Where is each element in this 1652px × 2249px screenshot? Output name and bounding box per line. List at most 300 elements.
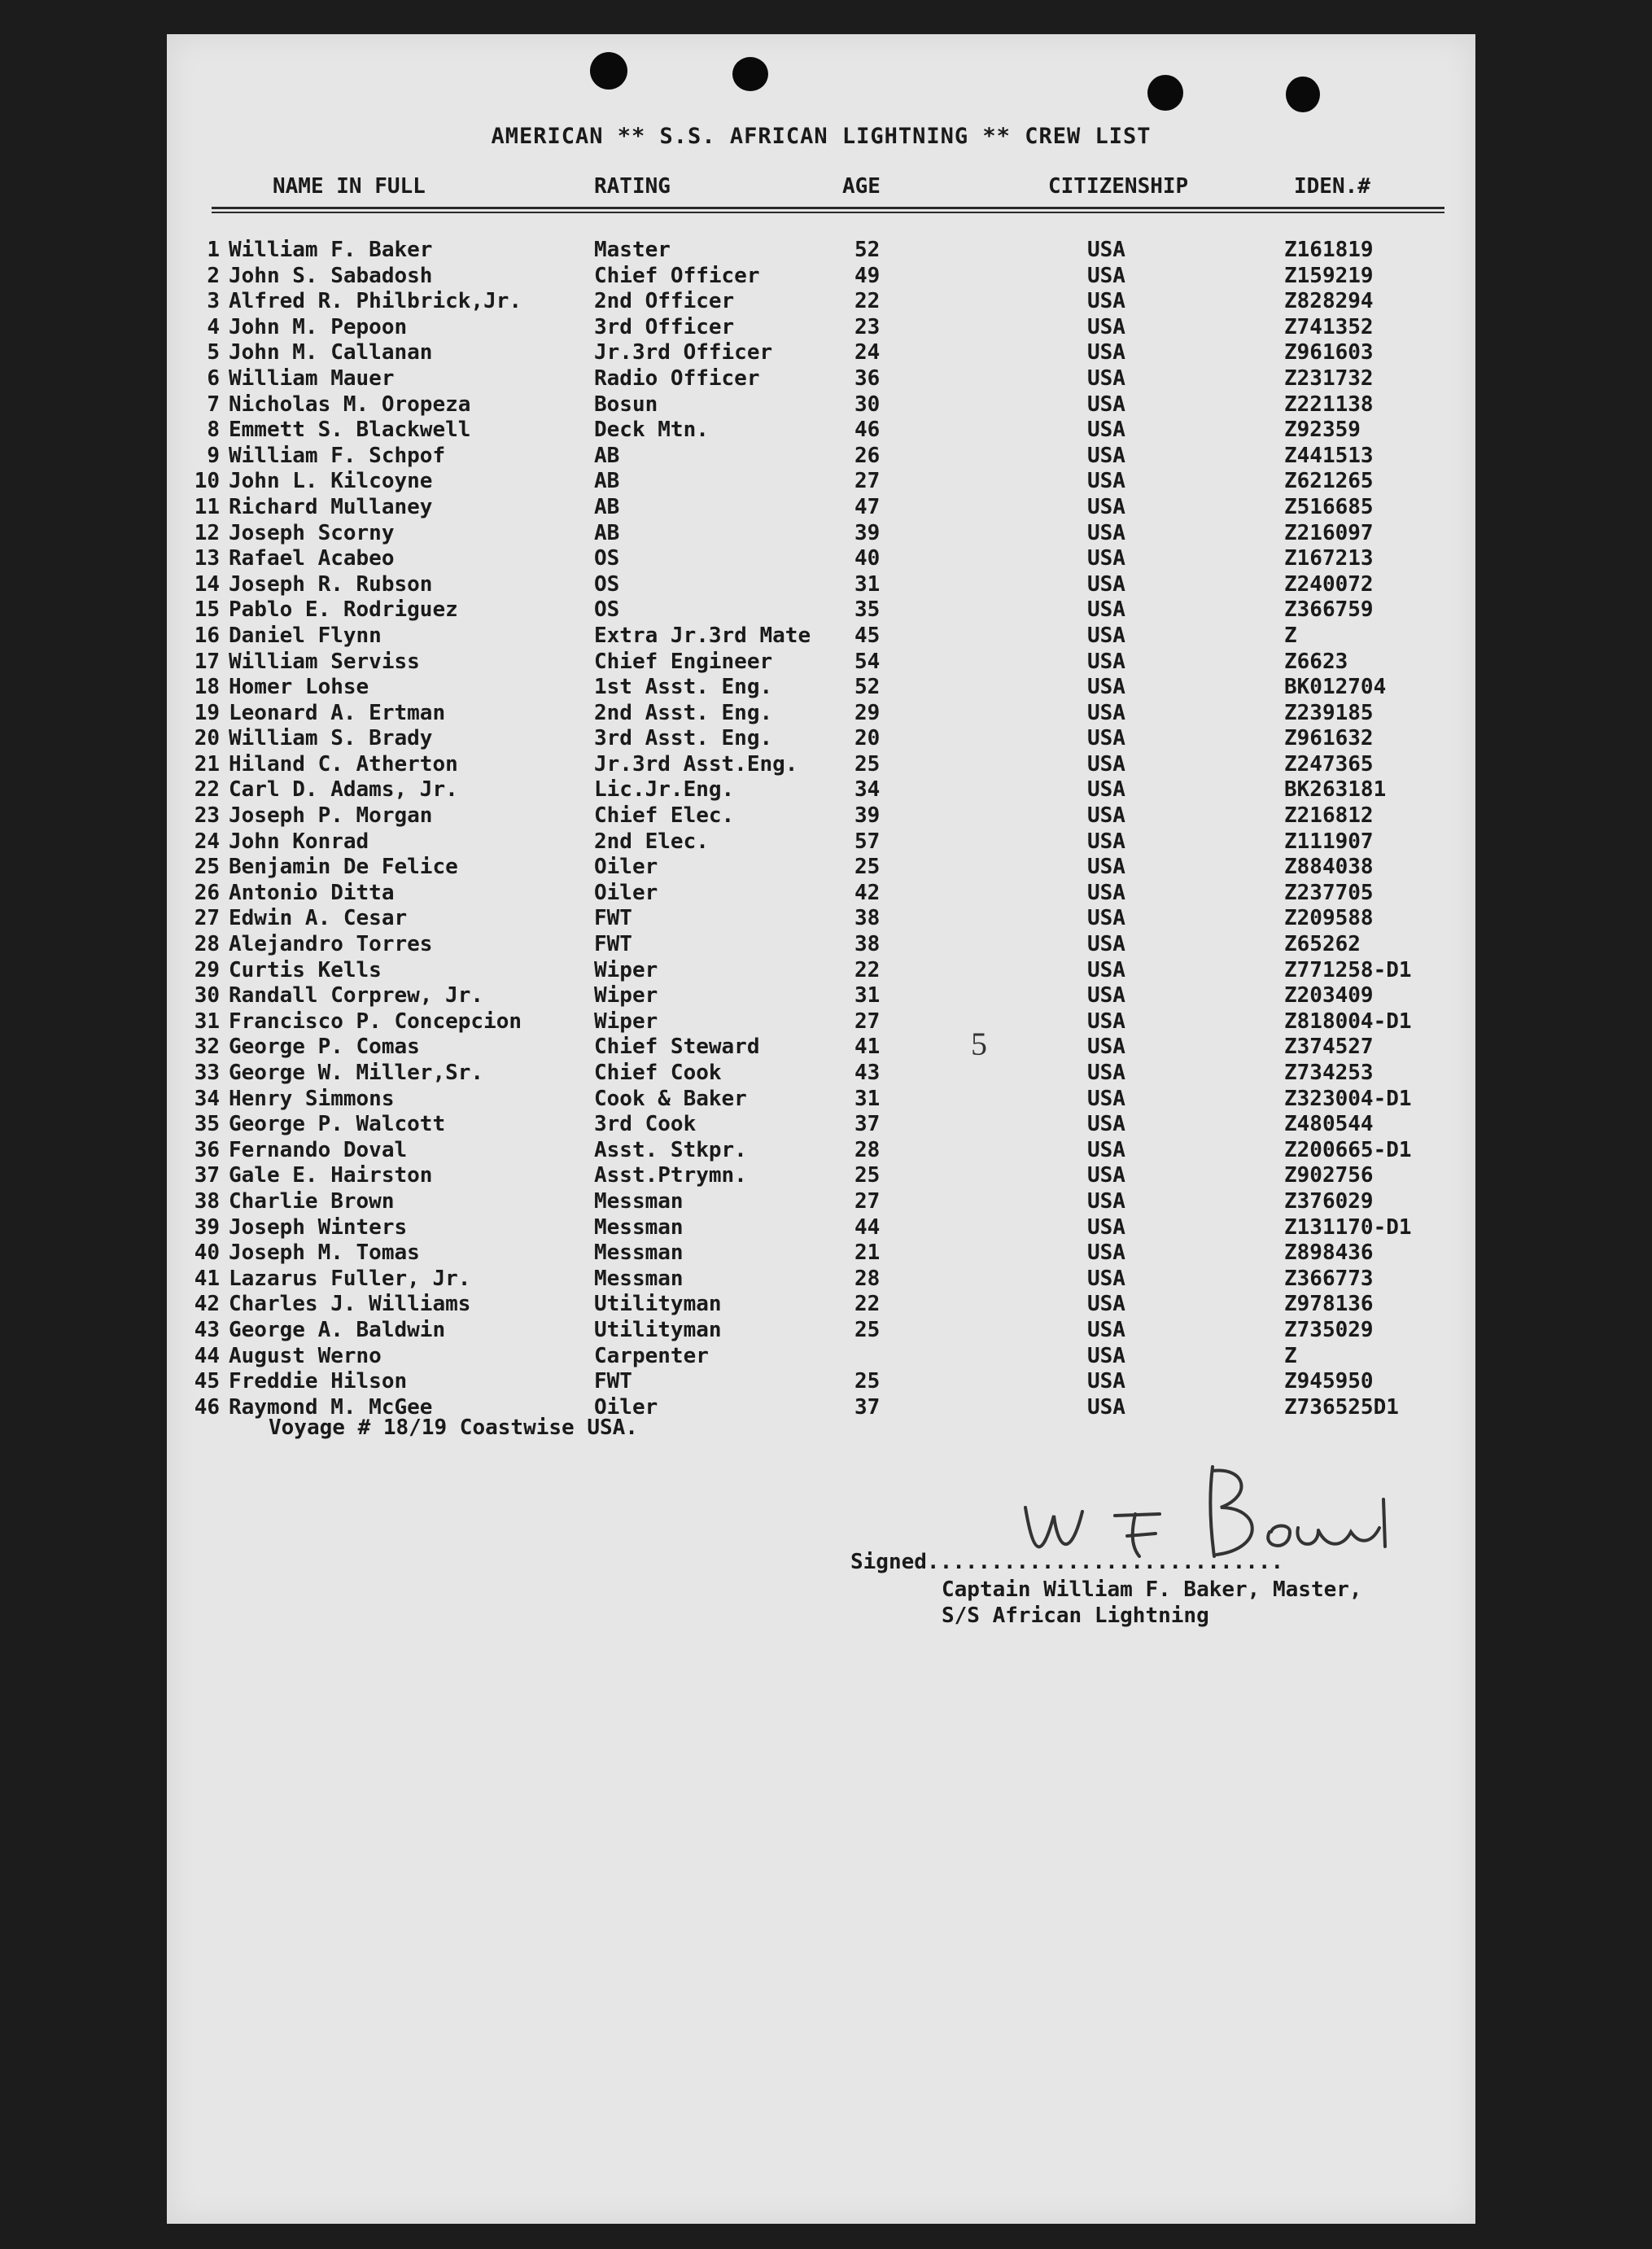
crew-citizenship: USA <box>1087 957 1125 982</box>
crew-age: 46 <box>854 418 881 443</box>
crew-age: 22 <box>854 957 881 982</box>
crew-citizenship: USA <box>1087 803 1125 829</box>
crew-number: 41 <box>194 1266 220 1291</box>
crew-row <box>167 1035 1475 1061</box>
crew-iden: Z240072 <box>1284 571 1374 597</box>
crew-name: John S. Sabadosh <box>229 263 433 288</box>
crew-iden: Z621265 <box>1284 469 1374 494</box>
crew-rating: Carpenter <box>594 1343 709 1368</box>
crew-age: 25 <box>854 751 881 777</box>
crew-row <box>167 366 1475 392</box>
crew-age: 22 <box>854 289 881 314</box>
crew-row <box>167 444 1475 470</box>
crew-citizenship: USA <box>1087 932 1125 957</box>
crew-citizenship: USA <box>1087 906 1125 931</box>
column-header-age: AGE <box>842 174 881 199</box>
crew-rating: Master <box>594 238 671 262</box>
crew-rating: FWT <box>594 906 632 931</box>
crew-iden: Z131170-D1 <box>1284 1214 1412 1240</box>
crew-rating: Chief Engineer <box>594 649 773 674</box>
crew-row <box>167 315 1475 341</box>
crew-name: Joseph M. Tomas <box>229 1240 420 1266</box>
crew-name: Gale E. Hairston <box>229 1163 433 1188</box>
crew-citizenship: USA <box>1087 675 1125 700</box>
crew-citizenship: USA <box>1087 340 1125 365</box>
crew-age: 43 <box>854 1061 881 1085</box>
crew-name: John M. Pepoon <box>229 314 408 339</box>
crew-citizenship: USA <box>1087 829 1125 854</box>
crew-row <box>167 340 1475 366</box>
crew-rating: Jr.3rd Asst.Eng. <box>594 751 798 777</box>
crew-iden: Z6623 <box>1284 649 1348 674</box>
crew-rating: 3rd Asst. Eng. <box>594 726 773 751</box>
crew-citizenship: USA <box>1087 314 1125 339</box>
crew-iden: Z771258-D1 <box>1284 957 1412 982</box>
crew-row <box>167 1112 1475 1138</box>
crew-rating: FWT <box>594 932 632 957</box>
crew-name: Raymond M. McGee <box>229 1394 433 1420</box>
crew-citizenship: USA <box>1087 597 1125 623</box>
crew-citizenship: USA <box>1087 855 1125 880</box>
signatory-line-2: S/S African Lightning <box>942 1604 1209 1628</box>
crew-rating: Oiler <box>594 1394 658 1420</box>
crew-name: Charlie Brown <box>229 1188 395 1214</box>
crew-citizenship: USA <box>1087 777 1125 803</box>
crew-number: 25 <box>194 855 220 880</box>
crew-name: Randall Corprew, Jr. <box>229 983 484 1009</box>
crew-number: 6 <box>207 365 220 391</box>
crew-iden: Z221138 <box>1284 392 1374 417</box>
crew-name: Lazarus Fuller, Jr. <box>229 1266 471 1291</box>
crew-iden: Z376029 <box>1284 1188 1374 1214</box>
crew-iden: Z884038 <box>1284 855 1374 880</box>
crew-row <box>167 777 1475 803</box>
crew-name: Carl D. Adams, Jr. <box>229 777 458 803</box>
crew-iden: BK263181 <box>1284 777 1387 803</box>
crew-citizenship: USA <box>1087 1240 1125 1266</box>
crew-citizenship: USA <box>1087 418 1125 443</box>
crew-age: 54 <box>854 649 881 674</box>
crew-iden: Z237705 <box>1284 880 1374 905</box>
crew-citizenship: USA <box>1087 1137 1125 1162</box>
column-header-name: NAME IN FULL <box>273 174 426 199</box>
crew-citizenship: USA <box>1087 983 1125 1009</box>
crew-number: 40 <box>194 1240 220 1266</box>
crew-rating: 2nd Elec. <box>594 829 709 854</box>
punch-hole-4 <box>1286 77 1320 112</box>
crew-age: 49 <box>854 263 881 288</box>
crew-rating: Messman <box>594 1266 684 1291</box>
crew-age: 31 <box>854 983 881 1009</box>
crew-rating: Wiper <box>594 957 658 982</box>
crew-iden: Z200665-D1 <box>1284 1137 1412 1162</box>
crew-citizenship: USA <box>1087 1317 1125 1342</box>
crew-iden: Z247365 <box>1284 751 1374 777</box>
crew-rating: AB <box>594 520 620 545</box>
crew-citizenship: USA <box>1087 392 1125 417</box>
crew-number: 39 <box>194 1214 220 1240</box>
crew-row <box>167 238 1475 264</box>
crew-rating: 2nd Officer <box>594 289 735 314</box>
crew-iden: Z734253 <box>1284 1061 1374 1085</box>
crew-citizenship: USA <box>1087 1086 1125 1111</box>
crew-rating: Oiler <box>594 880 658 905</box>
crew-rating: 1st Asst. Eng. <box>594 675 773 700</box>
crew-row <box>167 1215 1475 1241</box>
crew-rating: OS <box>594 571 620 597</box>
crew-name: Nicholas M. Oropeza <box>229 392 471 417</box>
crew-name: George A. Baldwin <box>229 1317 446 1342</box>
crew-number: 28 <box>194 932 220 957</box>
crew-age: 39 <box>854 520 881 545</box>
crew-iden: Z216812 <box>1284 803 1374 829</box>
crew-citizenship: USA <box>1087 1188 1125 1214</box>
crew-number: 34 <box>194 1086 220 1111</box>
crew-row <box>167 597 1475 624</box>
crew-rating: FWT <box>594 1369 632 1394</box>
crew-iden: Z516685 <box>1284 494 1374 519</box>
crew-name: Pablo E. Rodriguez <box>229 597 458 623</box>
crew-age: 45 <box>854 623 881 648</box>
crew-name: Francisco P. Concepcion <box>229 1009 522 1034</box>
crew-number: 14 <box>194 571 220 597</box>
crew-number: 42 <box>194 1292 220 1317</box>
crew-row <box>167 829 1475 855</box>
crew-row <box>167 1087 1475 1113</box>
crew-citizenship: USA <box>1087 1009 1125 1034</box>
crew-citizenship: USA <box>1087 238 1125 262</box>
crew-iden: Z209588 <box>1284 906 1374 931</box>
crew-iden: Z231732 <box>1284 365 1374 391</box>
crew-age: 40 <box>854 546 881 571</box>
crew-row <box>167 958 1475 984</box>
crew-row <box>167 650 1475 676</box>
crew-row <box>167 881 1475 907</box>
crew-iden: Z111907 <box>1284 829 1374 854</box>
crew-row <box>167 1267 1475 1293</box>
crew-row <box>167 624 1475 650</box>
crew-iden: Z167213 <box>1284 546 1374 571</box>
crew-row <box>167 495 1475 521</box>
crew-iden: Z741352 <box>1284 314 1374 339</box>
crew-iden: Z <box>1284 1343 1297 1368</box>
crew-citizenship: USA <box>1087 469 1125 494</box>
crew-rating: Utilityman <box>594 1292 722 1317</box>
crew-row <box>167 469 1475 495</box>
crew-iden: Z216097 <box>1284 520 1374 545</box>
crew-age: 27 <box>854 469 881 494</box>
crew-age: 29 <box>854 700 881 725</box>
crew-number: 37 <box>194 1163 220 1188</box>
crew-iden: Z65262 <box>1284 932 1361 957</box>
crew-number: 12 <box>194 520 220 545</box>
crew-row <box>167 1189 1475 1215</box>
crew-number: 43 <box>194 1317 220 1342</box>
crew-iden: Z441513 <box>1284 443 1374 468</box>
crew-number: 5 <box>207 340 220 365</box>
crew-age: 21 <box>854 1240 881 1266</box>
crew-rating: Messman <box>594 1214 684 1240</box>
crew-age: 34 <box>854 777 881 803</box>
crew-name: John M. Callanan <box>229 340 433 365</box>
crew-age: 27 <box>854 1009 881 1034</box>
crew-iden: Z374527 <box>1284 1035 1374 1060</box>
crew-iden: Z92359 <box>1284 418 1361 443</box>
crew-citizenship: USA <box>1087 289 1125 314</box>
crew-citizenship: USA <box>1087 649 1125 674</box>
crew-name: John L. Kilcoyne <box>229 469 433 494</box>
crew-age: 44 <box>854 1214 881 1240</box>
crew-row <box>167 418 1475 444</box>
crew-iden: Z735029 <box>1284 1317 1374 1342</box>
crew-number: 8 <box>207 418 220 443</box>
crew-rating: AB <box>594 494 620 519</box>
crew-number: 35 <box>194 1112 220 1137</box>
crew-name: William F. Baker <box>229 238 433 262</box>
crew-number: 21 <box>194 751 220 777</box>
crew-iden: Z161819 <box>1284 238 1374 262</box>
crew-citizenship: USA <box>1087 1266 1125 1291</box>
crew-row <box>167 1163 1475 1189</box>
crew-iden: Z366773 <box>1284 1266 1374 1291</box>
crew-row <box>167 572 1475 598</box>
crew-rating: Radio Officer <box>594 365 760 391</box>
crew-rating: Chief Cook <box>594 1061 722 1085</box>
crew-rating: Utilityman <box>594 1317 722 1342</box>
crew-rating: 3rd Cook <box>594 1112 697 1137</box>
crew-rating: Asst. Stkpr. <box>594 1137 747 1162</box>
column-header-rating: RATING <box>594 174 671 199</box>
crew-number: 22 <box>194 777 220 803</box>
crew-citizenship: USA <box>1087 1061 1125 1085</box>
column-header-citizenship: CITIZENSHIP <box>1048 174 1189 199</box>
crew-age: 47 <box>854 494 881 519</box>
crew-row <box>167 1009 1475 1035</box>
crew-rating: Bosun <box>594 392 658 417</box>
crew-name: Curtis Kells <box>229 957 382 982</box>
crew-name: Joseph Winters <box>229 1214 408 1240</box>
crew-age: 28 <box>854 1137 881 1162</box>
crew-iden: BK012704 <box>1284 675 1387 700</box>
crew-citizenship: USA <box>1087 443 1125 468</box>
crew-citizenship: USA <box>1087 1035 1125 1060</box>
crew-number: 11 <box>194 494 220 519</box>
crew-rating: Cook & Baker <box>594 1086 747 1111</box>
crew-row <box>167 855 1475 881</box>
crew-name: Emmett S. Blackwell <box>229 418 471 443</box>
crew-number: 27 <box>194 906 220 931</box>
crew-age: 25 <box>854 855 881 880</box>
crew-age: 37 <box>854 1112 881 1137</box>
crew-name: August Werno <box>229 1343 382 1368</box>
crew-iden: Z945950 <box>1284 1369 1374 1394</box>
crew-name: George P. Comas <box>229 1035 420 1060</box>
crew-citizenship: USA <box>1087 1112 1125 1137</box>
crew-number: 2 <box>207 263 220 288</box>
crew-name: Charles J. Williams <box>229 1292 471 1317</box>
crew-row <box>167 803 1475 829</box>
crew-number: 19 <box>194 700 220 725</box>
crew-name: Rafael Acabeo <box>229 546 395 571</box>
crew-row <box>167 521 1475 547</box>
crew-rating: Asst.Ptrymn. <box>594 1163 747 1188</box>
crew-row <box>167 392 1475 418</box>
margin-note: 5 <box>971 1026 987 1062</box>
crew-name: Fernando Doval <box>229 1137 408 1162</box>
punch-hole-1 <box>590 52 627 90</box>
crew-row <box>167 546 1475 572</box>
crew-citizenship: USA <box>1087 520 1125 545</box>
crew-name: William Serviss <box>229 649 420 674</box>
crew-age: 42 <box>854 880 881 905</box>
crew-number: 3 <box>207 289 220 314</box>
crew-rating: Deck Mtn. <box>594 418 709 443</box>
crew-name: Hiland C. Atherton <box>229 751 458 777</box>
crew-age: 25 <box>854 1317 881 1342</box>
crew-citizenship: USA <box>1087 1369 1125 1394</box>
crew-name: Henry Simmons <box>229 1086 395 1111</box>
crew-row <box>167 1369 1475 1395</box>
crew-age: 41 <box>854 1035 881 1060</box>
punch-hole-3 <box>1147 75 1183 111</box>
crew-rating: AB <box>594 469 620 494</box>
crew-citizenship: USA <box>1087 263 1125 288</box>
crew-citizenship: USA <box>1087 1394 1125 1420</box>
crew-name: Richard Mullaney <box>229 494 433 519</box>
crew-number: 20 <box>194 726 220 751</box>
crew-number: 17 <box>194 649 220 674</box>
crew-iden: Z480544 <box>1284 1112 1374 1137</box>
crew-rating: Chief Steward <box>594 1035 760 1060</box>
crew-age: 30 <box>854 392 881 417</box>
crew-age: 31 <box>854 571 881 597</box>
crew-row <box>167 726 1475 752</box>
crew-age: 37 <box>854 1394 881 1420</box>
crew-number: 18 <box>194 675 220 700</box>
crew-age: 25 <box>854 1163 881 1188</box>
crew-name: Joseph P. Morgan <box>229 803 433 829</box>
header-rule <box>212 207 1444 209</box>
crew-citizenship: USA <box>1087 365 1125 391</box>
crew-iden: Z978136 <box>1284 1292 1374 1317</box>
crew-row <box>167 1240 1475 1267</box>
crew-number: 33 <box>194 1061 220 1085</box>
crew-number: 31 <box>194 1009 220 1034</box>
crew-age: 39 <box>854 803 881 829</box>
crew-iden: Z239185 <box>1284 700 1374 725</box>
crew-number: 10 <box>194 469 220 494</box>
crew-list <box>167 238 1475 1420</box>
crew-row <box>167 1138 1475 1164</box>
crew-age: 26 <box>854 443 881 468</box>
crew-name: John Konrad <box>229 829 369 854</box>
crew-row <box>167 1292 1475 1318</box>
crew-row <box>167 752 1475 778</box>
crew-iden: Z366759 <box>1284 597 1374 623</box>
signatory-line-1: Captain William F. Baker, Master, <box>942 1577 1362 1602</box>
crew-citizenship: USA <box>1087 880 1125 905</box>
crew-rating: AB <box>594 443 620 468</box>
document-title: AMERICAN ** S.S. AFRICAN LIGHTNING ** CREW LIST <box>491 124 1152 149</box>
crew-iden: Z818004-D1 <box>1284 1009 1412 1034</box>
crew-rating: Extra Jr.3rd Mate <box>594 623 811 648</box>
crew-name: William Mauer <box>229 365 395 391</box>
crew-citizenship: USA <box>1087 546 1125 571</box>
crew-name: Daniel Flynn <box>229 623 382 648</box>
crew-age: 36 <box>854 365 881 391</box>
crew-name: Leonard A. Ertman <box>229 700 446 725</box>
crew-number: 23 <box>194 803 220 829</box>
crew-citizenship: USA <box>1087 1214 1125 1240</box>
crew-age: 27 <box>854 1188 881 1214</box>
crew-number: 38 <box>194 1188 220 1214</box>
crew-number: 36 <box>194 1137 220 1162</box>
crew-row <box>167 983 1475 1009</box>
crew-number: 32 <box>194 1035 220 1060</box>
crew-number: 15 <box>194 597 220 623</box>
crew-number: 26 <box>194 880 220 905</box>
crew-rating: Messman <box>594 1240 684 1266</box>
crew-age: 23 <box>854 314 881 339</box>
crew-iden: Z898436 <box>1284 1240 1374 1266</box>
crew-row <box>167 289 1475 315</box>
crew-iden: Z <box>1284 623 1297 648</box>
crew-row <box>167 906 1475 932</box>
crew-rating: Messman <box>594 1188 684 1214</box>
crew-number: 46 <box>194 1394 220 1420</box>
crew-citizenship: USA <box>1087 726 1125 751</box>
crew-citizenship: USA <box>1087 751 1125 777</box>
header-rule-double <box>212 212 1444 213</box>
crew-number: 7 <box>207 392 220 417</box>
document-sheet <box>167 34 1475 2224</box>
crew-row <box>167 675 1475 701</box>
crew-age: 24 <box>854 340 881 365</box>
crew-number: 16 <box>194 623 220 648</box>
crew-name: Alejandro Torres <box>229 932 433 957</box>
crew-number: 30 <box>194 983 220 1009</box>
crew-iden: Z961603 <box>1284 340 1374 365</box>
crew-rating: 2nd Asst. Eng. <box>594 700 773 725</box>
crew-row <box>167 932 1475 958</box>
crew-name: Joseph R. Rubson <box>229 571 433 597</box>
crew-name: Benjamin De Felice <box>229 855 458 880</box>
crew-citizenship: USA <box>1087 1163 1125 1188</box>
crew-name: George W. Miller,Sr. <box>229 1061 484 1085</box>
crew-number: 9 <box>207 443 220 468</box>
crew-age: 35 <box>854 597 881 623</box>
crew-iden: Z323004-D1 <box>1284 1086 1412 1111</box>
crew-rating: 3rd Officer <box>594 314 735 339</box>
crew-rating: Chief Officer <box>594 263 760 288</box>
crew-citizenship: USA <box>1087 1343 1125 1368</box>
column-header-iden: IDEN.# <box>1294 174 1370 199</box>
punch-hole-2 <box>732 57 768 91</box>
crew-rating: Oiler <box>594 855 658 880</box>
crew-citizenship: USA <box>1087 623 1125 648</box>
crew-rating: Jr.3rd Officer <box>594 340 773 365</box>
crew-citizenship: USA <box>1087 571 1125 597</box>
crew-number: 24 <box>194 829 220 854</box>
crew-name: Alfred R. Philbrick,Jr. <box>229 289 522 314</box>
crew-rating: OS <box>594 546 620 571</box>
crew-number: 13 <box>194 546 220 571</box>
crew-name: Antonio Ditta <box>229 880 395 905</box>
crew-name: Edwin A. Cesar <box>229 906 408 931</box>
crew-age: 22 <box>854 1292 881 1317</box>
crew-number: 1 <box>207 238 220 262</box>
crew-age: 25 <box>854 1369 881 1394</box>
